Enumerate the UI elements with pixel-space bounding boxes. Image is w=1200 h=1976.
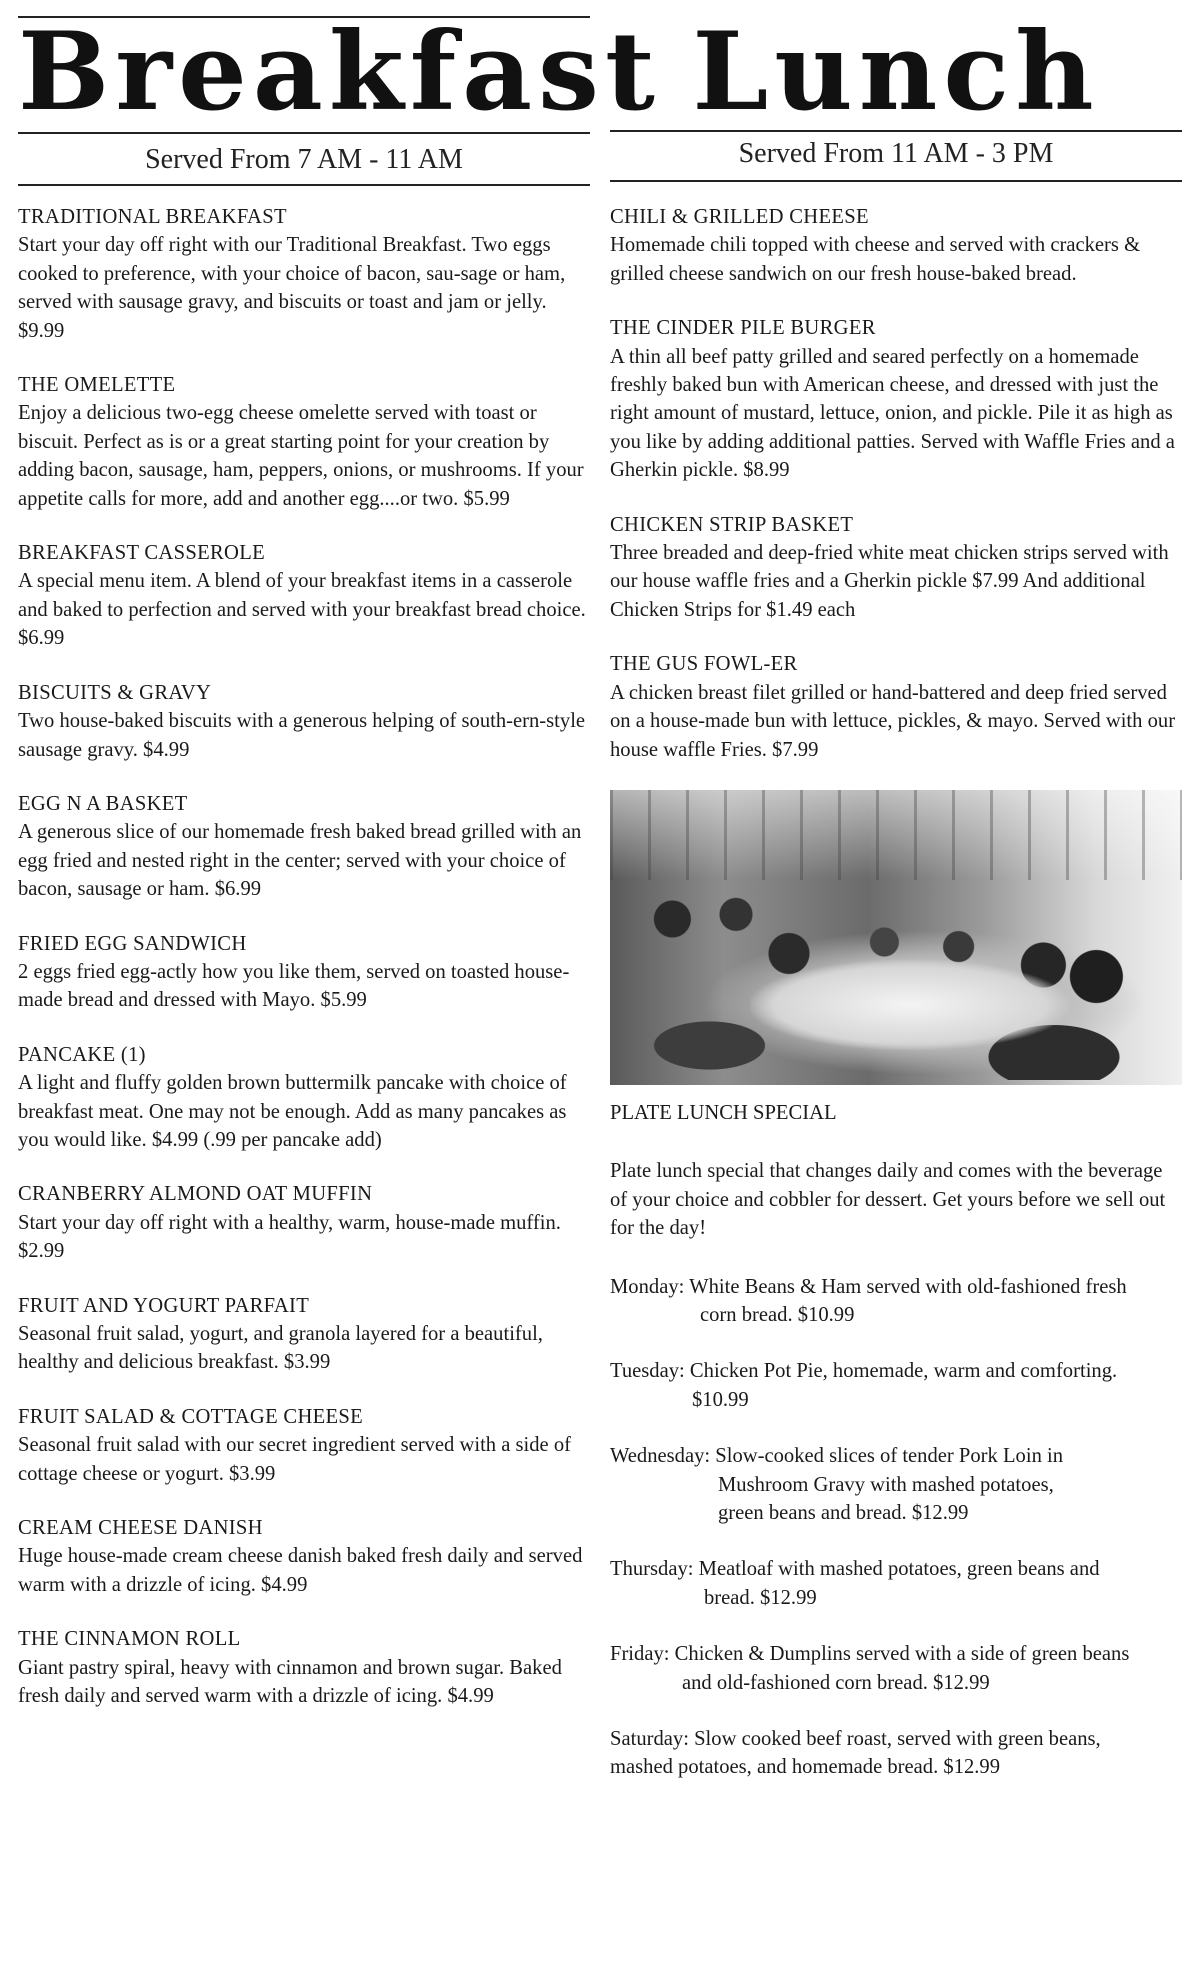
menu-item-description: A special menu item. A blend of your breakfast items in a casserole and baked to perfection and served with your breakfast bread choice. $6.99 — [18, 570, 586, 650]
menu-item — [18, 203, 590, 345]
menu-item — [18, 1625, 590, 1710]
day-special-saturday — [610, 1725, 1182, 1782]
menu-item-title: THE GUS FOWL-ER — [610, 653, 798, 676]
menu-item-description: A thin all beef patty grilled and seared perfectly on a homemade freshly baked bun with American cheese, and dressed with just the right amount of mustard, lettuce, onion, and pickle. Pile it as high as you like by adding additional patties. Served with Waffle Fries and a Gherkin pickle. $8.99 — [610, 345, 1175, 482]
menu-item-title: CHILI & GRILLED CHEESE — [610, 206, 869, 228]
breakfast-bottom-rule — [18, 184, 590, 186]
day-label: Wednesday: — [610, 1445, 711, 1468]
day-line: White Beans & Ham served with old-fashioned fresh — [689, 1275, 1127, 1298]
day-label: Tuesday: — [610, 1360, 685, 1383]
menu-item — [18, 539, 590, 653]
menu-item-description: Giant pastry spiral, heavy with cinnamon and brown sugar. Baked fresh daily and served warm with a drizzle of icing. $4.99 — [18, 1656, 562, 1708]
menu-item — [18, 1514, 590, 1599]
menu-item-title: BREAKFAST CASSEROLE — [18, 542, 265, 565]
day-line: Mushroom Gravy with mashed potatoes, — [718, 1473, 1054, 1496]
menu-item — [610, 203, 1182, 288]
day-line: Chicken Pot Pie, homemade, warm and comforting. — [689, 1360, 1118, 1383]
menu-item-description: Three breaded and deep-fried white meat chicken strips served with our house waffle fries and a Gherkin pickle $7.99 And additional Chicken Strips for $1.49 each — [610, 542, 1169, 621]
menu-item-title: THE CINDER PILE BURGER — [610, 317, 876, 340]
menu-item-title: FRUIT AND YOGURT PARFAIT — [18, 1294, 310, 1317]
menu-item-title: FRIED EGG SANDWICH — [18, 932, 247, 955]
menu-item-description: Enjoy a delicious two-egg cheese omelette served with toast or biscuit. Perfect as is or a great starting point for your creation by adding bacon, sausage, ham, peppers, onions, or mushrooms. If your appetite calls for more, add and another egg....or two. $5.99 — [18, 402, 584, 510]
menu-item-title: FRUIT SALAD & COTTAGE CHEESE — [18, 1405, 364, 1428]
menu-item — [18, 371, 590, 513]
day-line: Meatloaf with mashed potatoes, green beans and — [698, 1558, 1100, 1581]
menu-item-description: Two house-baked biscuits with a generous helping of south-ern-style sausage gravy. $4.99 — [18, 710, 586, 761]
menu-item-description: A generous slice of our homemade fresh baked bread grilled with an egg fried and nested right in the center; served with your choice of bacon, sausage or ham. $6.99 — [18, 821, 582, 901]
lunch-column — [610, 0, 1182, 1810]
menu-item-title: PANCAKE (1) — [18, 1043, 146, 1066]
plate-lunch-title: PLATE LUNCH SPECIAL — [610, 1101, 837, 1124]
menu-item — [610, 650, 1182, 764]
day-special-tuesday — [610, 1357, 1182, 1414]
menu-item-title: TRADITIONAL BREAKFAST — [18, 206, 287, 228]
lunch-bottom-rule — [610, 180, 1182, 182]
day-line: Slow-cooked slices of tender Pork Loin in — [715, 1445, 1064, 1468]
day-special-monday — [610, 1273, 1182, 1330]
lunch-served-hours: Served From 11 AM - 3 PM — [738, 138, 1054, 169]
day-line: $10.99 — [692, 1388, 749, 1411]
menu-item — [610, 511, 1182, 625]
menu-item — [18, 679, 590, 764]
day-line: bread. $12.99 — [704, 1586, 817, 1609]
day-label: Monday: — [610, 1275, 685, 1298]
plate-lunch-intro: Plate lunch special that changes daily and comes with the beverage of your choice and cobbler for dessert. Get yours before we sell out for the day! — [610, 1160, 1166, 1240]
menu-item-description: Start your day off right with a healthy, warm, house-made muffin. $2.99 — [18, 1211, 561, 1263]
day-label: Saturday: — [610, 1728, 689, 1750]
day-special-wednesday — [610, 1442, 1182, 1527]
menu-item-description: A chicken breast filet grilled or hand-battered and deep fried served on a house-made bun with lettuce, pickles, & mayo. Served with our house waffle Fries. $7.99 — [610, 681, 1176, 761]
dining-room-photo — [610, 790, 1182, 1085]
day-label: Friday: — [610, 1643, 670, 1666]
day-line: Slow cooked beef roast, served with green beans, — [694, 1728, 1101, 1750]
day-label: Thursday: — [610, 1558, 694, 1581]
lunch-mid-rule — [610, 130, 1182, 132]
photo-tables — [750, 960, 1070, 1050]
menu-item — [18, 1180, 590, 1265]
menu-item — [18, 1292, 590, 1377]
day-line: and old-fashioned corn bread. $12.99 — [682, 1671, 990, 1694]
menu-item-description: 2 eggs fried egg-actly how you like them, served on toasted house-made bread and dressed with Mayo. $5.99 — [18, 960, 570, 1012]
breakfast-served-hours: Served From 7 AM - 11 AM — [145, 144, 463, 175]
day-special-thursday — [610, 1555, 1182, 1612]
menu-item-title: CHICKEN STRIP BASKET — [610, 513, 854, 536]
menu-item-description: Homemade chili topped with cheese and served with crackers & grilled cheese sandwich on our fresh house-baked bread. — [610, 234, 1141, 285]
menu-item-description: Seasonal fruit salad, yogurt, and granola layered for a beautiful, healthy and delicious breakfast. $3.99 — [18, 1323, 543, 1374]
menu-item-title: CREAM CHEESE DANISH — [18, 1517, 263, 1540]
menu-item-title: THE OMELETTE — [18, 374, 176, 397]
menu-item — [18, 930, 590, 1015]
day-special-friday — [610, 1640, 1182, 1697]
menu-item-description: Seasonal fruit salad with our secret ingredient served with a side of cottage cheese or yogurt. $3.99 — [18, 1434, 572, 1485]
menu-item — [18, 790, 590, 904]
breakfast-mid-rule — [18, 132, 590, 134]
day-line: mashed potatoes, and homemade bread. $12.99 — [610, 1756, 1001, 1779]
menu-item — [18, 1041, 590, 1155]
menu-item-description: A light and fluffy golden brown buttermilk pancake with choice of breakfast meat. One may not be enough. Add as many pancakes as you would like. $4.99 (.99 per pancake add) — [18, 1072, 567, 1151]
menu-item — [610, 314, 1182, 484]
menu-item-title: THE CINNAMON ROLL — [18, 1628, 241, 1651]
breakfast-title: Breakfast — [18, 9, 661, 135]
lunch-header — [610, 0, 1182, 185]
menu-item-title: CRANBERRY ALMOND OAT MUFFIN — [18, 1183, 373, 1206]
menu-item — [18, 1403, 590, 1488]
lunch-title: Lunch — [692, 9, 1100, 135]
menu-item-description: Huge house-made cream cheese danish baked fresh daily and served warm with a drizzle of icing. $4.99 — [18, 1545, 583, 1596]
day-line: corn bread. $10.99 — [700, 1303, 855, 1326]
menu-item-title: EGG N A BASKET — [18, 792, 188, 815]
day-line: green beans and bread. $12.99 — [718, 1501, 969, 1524]
menu-item-description: Start your day off right with our Traditional Breakfast. Two eggs cooked to preference, with your choice of bacon, sau-sage or ham, served with sausage gravy, and biscuits or toast and jam or jelly. $9.99 — [18, 234, 566, 342]
menu-item-title: BISCUITS & GRAVY — [18, 681, 212, 704]
day-line: Chicken & Dumplins served with a side of green beans — [674, 1643, 1130, 1666]
breakfast-header — [18, 0, 661, 185]
